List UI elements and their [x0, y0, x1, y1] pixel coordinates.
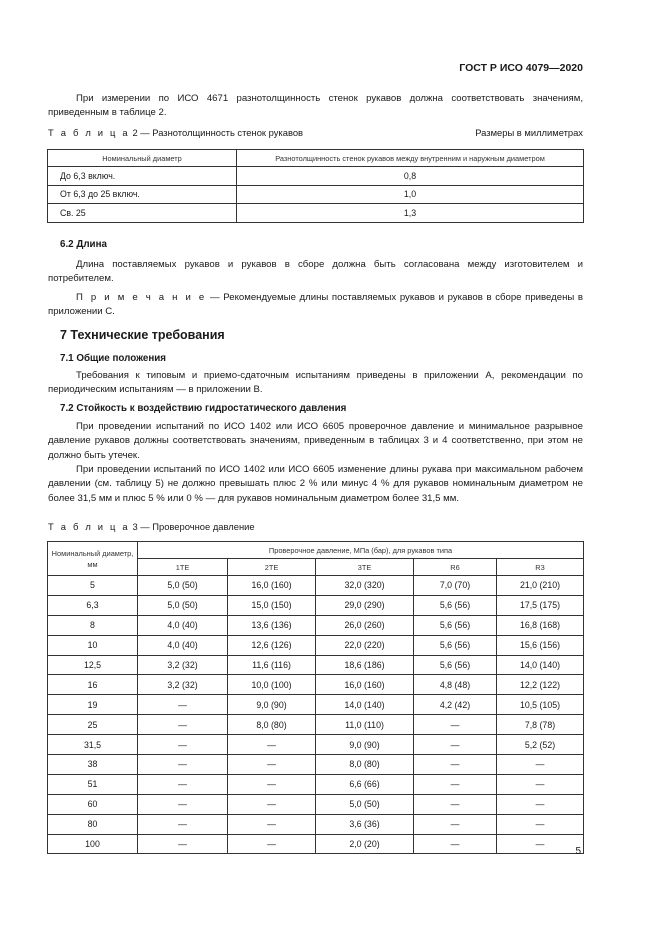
table-cell: — — [228, 814, 316, 834]
table-cell: 100 — [48, 834, 138, 854]
table-cell: — — [138, 715, 228, 735]
table-cell: 15,6 (156) — [497, 635, 584, 655]
table3-type-r6: R6 — [414, 559, 497, 576]
table-cell: 9,0 (90) — [228, 695, 316, 715]
table3-type-2te: 2TE — [228, 559, 316, 576]
table-row — [48, 185, 584, 204]
table-cell: — — [228, 834, 316, 854]
table-cell: 31,5 — [48, 735, 138, 755]
table-cell: 18,6 (186) — [316, 655, 414, 675]
table-cell: 12,6 (126) — [228, 635, 316, 655]
section-7-2-heading: 7.2 Стойкость к воздействию гидростатического давления — [60, 403, 347, 414]
table-cell: 25 — [48, 715, 138, 735]
table-cell: 5,2 (52) — [497, 735, 584, 755]
table-cell: — — [497, 794, 584, 814]
table-row — [48, 794, 584, 814]
table-cell: 9,0 (90) — [316, 735, 414, 755]
table-cell: 11,6 (116) — [228, 655, 316, 675]
table-cell: 5,6 (56) — [414, 635, 497, 655]
table-row — [48, 715, 584, 735]
table-cell: — — [228, 735, 316, 755]
table-cell: — — [497, 834, 584, 854]
table-cell: 8 — [48, 615, 138, 635]
table2-caption-label: Т а б л и ц а — [48, 127, 130, 138]
table-cell: 12,5 — [48, 655, 138, 675]
table-cell: — — [414, 715, 497, 735]
table-cell: — — [228, 755, 316, 775]
table-row — [48, 595, 584, 615]
table-row — [48, 675, 584, 695]
table-cell: 8,0 (80) — [228, 715, 316, 735]
table-cell: 5,0 (50) — [138, 576, 228, 596]
table3-type-r3: R3 — [497, 559, 584, 576]
table-cell: 4,2 (42) — [414, 695, 497, 715]
table-cell: 4,0 (40) — [138, 615, 228, 635]
table-cell: — — [414, 774, 497, 794]
table3-type-1te: 1TE — [138, 559, 228, 576]
table-cell: 0,8 — [237, 167, 584, 186]
table-cell: 5,6 (56) — [414, 655, 497, 675]
table3-col-diameter: Номинальный диаметр, мм — [48, 542, 138, 576]
table-cell: 6,3 — [48, 595, 138, 615]
section-7-1-paragraph: Требования к типовым и приемо-сдаточным испытаниям приведены в приложении А, рекомендации по периодическим испытаниям — в приложении В. — [48, 370, 583, 396]
table-cell: 1,3 — [237, 204, 584, 223]
table-cell: — — [497, 774, 584, 794]
table3-type-3te: 3TE — [316, 559, 414, 576]
section-6-2-heading: 6.2 Длина — [60, 239, 107, 250]
table-cell: 5 — [48, 576, 138, 596]
table-cell: 19 — [48, 695, 138, 715]
table-cell: 4,8 (48) — [414, 675, 497, 695]
section-6-2-paragraph: Длина поставляемых рукавов и рукавов в сборе должна быть согласована между изготовителем и потребителем. — [48, 259, 583, 285]
table-cell: 80 — [48, 814, 138, 834]
table-row — [48, 204, 584, 223]
document-header: ГОСТ Р ИСО 4079—2020 — [459, 62, 583, 74]
table-row — [48, 615, 584, 635]
table-cell: 7,8 (78) — [497, 715, 584, 735]
table-cell: 16,0 (160) — [228, 576, 316, 596]
table-cell: 51 — [48, 774, 138, 794]
table3 — [47, 541, 584, 854]
table-cell: 2,0 (20) — [316, 834, 414, 854]
table-cell: 26,0 (260) — [316, 615, 414, 635]
table-cell: 16,8 (168) — [497, 615, 584, 635]
table-cell: 15,0 (150) — [228, 595, 316, 615]
table-cell: — — [138, 774, 228, 794]
table-row — [48, 635, 584, 655]
section-7-1-heading: 7.1 Общие положения — [60, 353, 167, 364]
table-cell: Св. 25 — [48, 204, 237, 223]
table-cell: — — [414, 755, 497, 775]
table-cell: — — [228, 794, 316, 814]
table3-caption-title: 3 — Проверочное давление — [129, 521, 255, 532]
table3-header-row — [48, 542, 584, 559]
table-row — [48, 735, 584, 755]
section-7-2-paragraph-2: При проведении испытаний по ИСО 1402 или ИСО 6605 изменение длины рукава при максимальном рабочем давлении (см. таблицу 5) не должно превышать плюс 2 % или минус 4 % для рукавов номинальным диаметром не более 31,5 мм и плюс 5 % или 0 % — для рукавов номинальным диаметром более 31,5 мм. — [48, 464, 583, 504]
table-cell: 10 — [48, 635, 138, 655]
table2-caption-title: 2 — Разнотолщинность стенок рукавов — [129, 127, 304, 138]
table2-units: Размеры в миллиметрах — [475, 127, 583, 138]
table-cell: 29,0 (290) — [316, 595, 414, 615]
table-cell: 14,0 (140) — [316, 695, 414, 715]
table2-header-row — [48, 150, 584, 167]
note-text: — Рекомендуемые длины поставляемых рукавов и рукавов в сборе приведены в приложении С. — [48, 292, 584, 318]
table-row — [48, 695, 584, 715]
table-row — [48, 834, 584, 854]
table-cell: 5,0 (50) — [316, 794, 414, 814]
table-cell: 8,0 (80) — [316, 755, 414, 775]
table3-body — [48, 576, 584, 854]
table-cell: 4,0 (40) — [138, 635, 228, 655]
table-row — [48, 814, 584, 834]
section-7-2-paragraph-1: При проведении испытаний по ИСО 1402 или ИСО 6605 проверочное давление и минимальное разрывное давление рукавов должны соответствовать значениям, приведенным в таблицах 3 и 4 соответственно, при этом не должно быть утечек. — [48, 421, 583, 461]
table-cell: — — [414, 834, 497, 854]
table2-col-diameter: Номинальный диаметр — [48, 150, 237, 167]
table-cell: — — [228, 774, 316, 794]
table-cell: 3,2 (32) — [138, 675, 228, 695]
page-number: 5 — [575, 846, 581, 857]
intro-paragraph: При измерении по ИСО 4671 разнотолщинность стенок рукавов должна соответствовать значениям, приведенным в таблице 2. — [48, 93, 583, 119]
table-cell: 5,0 (50) — [138, 595, 228, 615]
table2-col-thickness: Разнотолщинность стенок рукавов между внутренним и наружным диаметром — [237, 150, 584, 167]
table-cell: 5,6 (56) — [414, 615, 497, 635]
table-cell: — — [414, 735, 497, 755]
table-cell: 12,2 (122) — [497, 675, 584, 695]
table-cell: — — [414, 814, 497, 834]
table-cell: От 6,3 до 25 включ. — [48, 185, 237, 204]
table-row — [48, 655, 584, 675]
table-cell: — — [138, 794, 228, 814]
section-7-heading: 7 Технические требования — [60, 328, 225, 342]
table-cell: — — [414, 794, 497, 814]
table-cell: 60 — [48, 794, 138, 814]
table3-caption-label: Т а б л и ц а — [48, 521, 130, 532]
table2 — [47, 149, 584, 223]
table-cell: 7,0 (70) — [414, 576, 497, 596]
table-cell: 16,0 (160) — [316, 675, 414, 695]
note-label: П р и м е ч а н и е — [76, 292, 207, 303]
table-cell: 17,5 (175) — [497, 595, 584, 615]
table-row — [48, 755, 584, 775]
table-row — [48, 774, 584, 794]
table-cell: — — [497, 755, 584, 775]
table-row — [48, 167, 584, 186]
table-cell: — — [497, 814, 584, 834]
table-cell: 32,0 (320) — [316, 576, 414, 596]
table-cell: До 6,3 включ. — [48, 167, 237, 186]
table-cell: 22,0 (220) — [316, 635, 414, 655]
table-cell: 1,0 — [237, 185, 584, 204]
table-cell: 16 — [48, 675, 138, 695]
table-cell: — — [138, 755, 228, 775]
table-cell: 13,6 (136) — [228, 615, 316, 635]
table-cell: 10,5 (105) — [497, 695, 584, 715]
section-6-2-note — [48, 291, 583, 320]
table-cell: 3,2 (32) — [138, 655, 228, 675]
table3-group-header: Проверочное давление, МПа (бар), для рукавов типа — [138, 542, 584, 559]
table-cell: 3,6 (36) — [316, 814, 414, 834]
table-cell: — — [138, 834, 228, 854]
table-cell: 14,0 (140) — [497, 655, 584, 675]
table2-caption — [48, 127, 303, 138]
table-cell: 38 — [48, 755, 138, 775]
table-cell: — — [138, 735, 228, 755]
table-cell: 6,6 (66) — [316, 774, 414, 794]
table-cell: 11,0 (110) — [316, 715, 414, 735]
table-cell: 10,0 (100) — [228, 675, 316, 695]
table3-caption — [48, 521, 255, 532]
table-cell: — — [138, 695, 228, 715]
table-cell: — — [138, 814, 228, 834]
table-cell: 5,6 (56) — [414, 595, 497, 615]
table-cell: 21,0 (210) — [497, 576, 584, 596]
table-row — [48, 576, 584, 596]
